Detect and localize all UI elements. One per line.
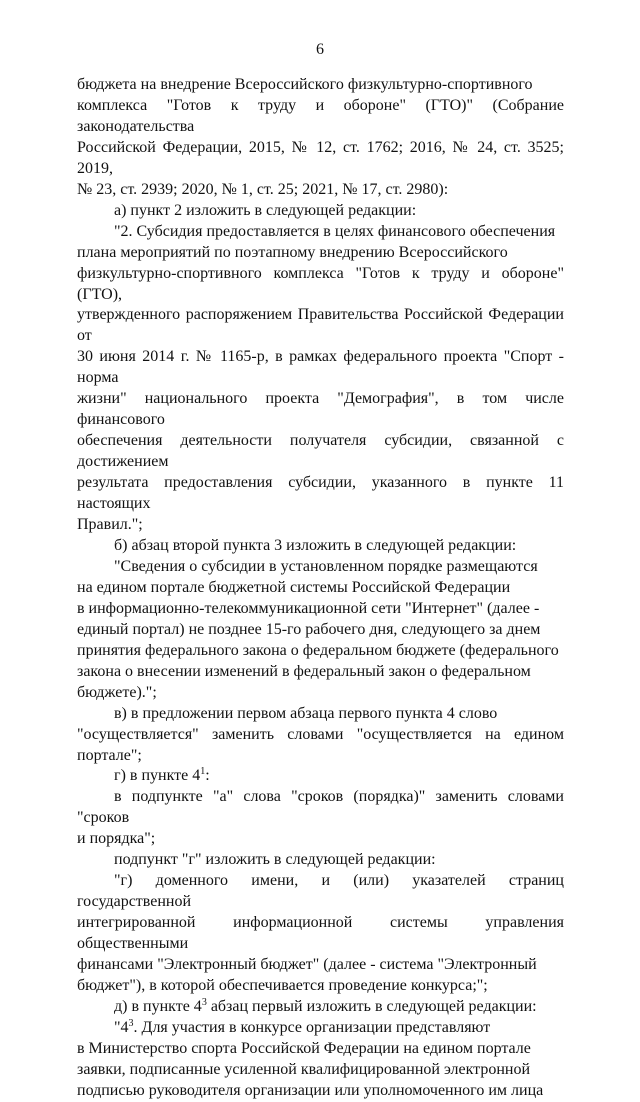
paragraph-item-d-text: д) в пункте 4 bbox=[114, 997, 202, 1015]
paragraph-clause-4-3-number: "4 bbox=[114, 1018, 129, 1036]
paragraph-item-d bbox=[77, 997, 564, 1018]
paragraph-subitem-a: в подпункте "а" слова "сроков (порядка)" заменить словами "сроков и порядка"; bbox=[77, 788, 564, 848]
paragraph-budget-reference: бюджета на внедрение Всероссийского физкультурно-спортивного комплекса "Готов к труду и обороне" (ГТО)" (Собрание законодательства Российской Федерации, 2015, № 12, ст. 1762; 2016, № 24, ст. 3525; 2019, № 23, ст. 2939; 2020, № 1, ст. 25; 2021, № 17, ст. 2980): bbox=[77, 76, 564, 198]
paragraph-item-a: а) пункт 2 изложить в следующей редакции: bbox=[114, 201, 417, 219]
paragraph-item-b: б) абзац второй пункта 3 изложить в следующей редакции: bbox=[114, 536, 517, 554]
paragraph-item-d-suffix: абзац первый изложить в следующей редакции: bbox=[206, 997, 537, 1015]
paragraph-item-g-text: г) в пункте 4 bbox=[114, 767, 201, 785]
superscript-3: 3 bbox=[201, 996, 207, 1008]
paragraph-item-g-suffix: : bbox=[205, 767, 210, 785]
paragraph-clause-2: "2. Субсидия предоставляется в целях финансового обеспечения плана мероприятий по поэтапному внедрению Всероссийского физкультурно-спортивного комплекса "Готов к труду и обороне" (ГТО), утвержденного распоряжением Правительства Российской Федерации от 30 июня 2014 г. № 1165-р, в рамках федерального проекта "Спорт - норма жизни" национального проекта "Демография", в том числе финансового обеспечения деятельности получателя субсидии, связанной с достижением результата предоставления субсидии, указанного в пункте 11 настоящих Правил."; bbox=[77, 222, 564, 534]
paragraph-clause-4-3-text: . Для участия в конкурсе организации представляют в Министерство спорта Российской Федерации на едином портале заявки, подписанные усиленной квалифицированной электронной подписью руководителя организации или уполномоченного им лица bbox=[77, 1018, 544, 1099]
superscript-1: 1 bbox=[200, 766, 206, 778]
page-number: 6 bbox=[316, 41, 324, 58]
paragraph-subsidy-info: "Сведения о субсидии в установленном порядке размещаются на едином портале бюджетной системы Российской Федерации в информационно-телекоммуникационной сети "Интернет" (далее - единый портал) не позднее 15-го рабочего дня, следующего за днем принятия федерального закона о федеральном бюджете (федерального закона о внесении изменений в федеральный закон о федеральном бюджете)."; bbox=[77, 557, 559, 701]
document-body bbox=[77, 75, 564, 1102]
paragraph-item-v: в) в предложении первом абзаца первого пункта 4 слово "осуществляется" заменить словами "осуществляется на едином портале"; bbox=[77, 704, 564, 764]
paragraph-item-g bbox=[77, 766, 564, 787]
superscript-3-clause: 3 bbox=[128, 1017, 134, 1029]
paragraph-subitem-g: "г) доменного имени, и (или) указателей страниц государственной интегрированной информационной системы управления общественными финансами "Электронный бюджет" (далее - система "Электронный бюджет"), в которой обеспечивается проведение конкурса;"; bbox=[77, 872, 564, 994]
paragraph-clause-4-3 bbox=[77, 1018, 564, 1102]
paragraph-subitem-g-intro: подпункт "г" изложить в следующей редакции: bbox=[114, 851, 436, 869]
